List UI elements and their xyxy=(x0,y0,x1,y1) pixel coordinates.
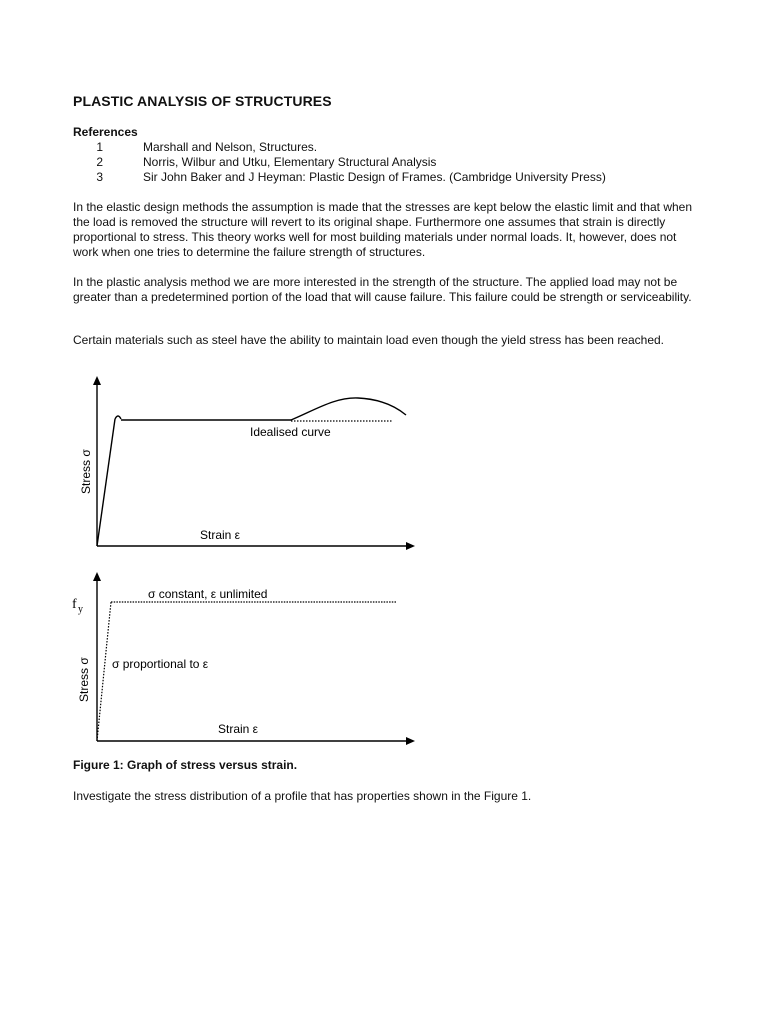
elastic-line xyxy=(97,419,115,546)
stress-strain-graph-actual xyxy=(60,370,430,560)
reference-text: Sir John Baker and J Heyman: Plastic Design of Frames. (Cambridge University Press) xyxy=(143,170,606,184)
y-axis-label: Stress σ xyxy=(79,449,93,494)
x-axis-label: Strain ε xyxy=(218,722,259,736)
reference-item xyxy=(73,155,606,170)
y-axis-arrow-icon xyxy=(93,376,101,385)
reference-number: 2 xyxy=(96,155,103,169)
page-title: PLASTIC ANALYSIS OF STRUCTURES xyxy=(73,93,332,109)
references-list xyxy=(73,140,606,185)
figure-caption: Figure 1: Graph of stress versus strain. xyxy=(73,758,298,772)
x-axis-label: Strain ε xyxy=(200,528,241,542)
references-heading: References xyxy=(73,125,138,139)
y-axis-label: Stress σ xyxy=(77,657,91,702)
fy-label xyxy=(72,597,83,615)
x-axis-arrow-icon xyxy=(406,542,415,550)
reference-number: 3 xyxy=(96,170,103,184)
reference-number: 1 xyxy=(96,140,103,154)
reference-item xyxy=(73,170,606,185)
reference-item xyxy=(73,140,606,155)
paragraph-plastic-analysis: In the plastic analysis method we are more interested in the strength of the structure. The applied load may not be greater than a predetermined portion of the load that will cause failure. This failure could be strength or serviceability. xyxy=(73,275,692,304)
yield-point-bump xyxy=(115,416,121,419)
x-axis-arrow-icon xyxy=(406,737,415,745)
strain-hardening-curve xyxy=(291,398,406,420)
reference-text: Norris, Wilbur and Utku, Elementary Structural Analysis xyxy=(143,155,437,169)
paragraph-closing: Investigate the stress distribution of a profile that has properties shown in the Figure 1. xyxy=(73,789,532,803)
fy-label-main: f xyxy=(72,597,77,612)
idealised-curve-label: Idealised curve xyxy=(250,425,331,439)
paragraph-steel-yield: Certain materials such as steel have the ability to maintain load even though the yield stress has been reached. xyxy=(73,333,665,347)
reference-text: Marshall and Nelson, Structures. xyxy=(143,140,318,154)
elastic-line xyxy=(97,602,111,741)
paragraph-elastic-design: In the elastic design methods the assumption is made that the stresses are kept below the elastic limit and that when the load is removed the structure will revert to its original shape. Furthermore one assumes that strain is directly proportional to stress. This theory works well for most building materials under normal loads. It, however, does not work when one tries to determine the failure strength of structures. xyxy=(73,200,693,259)
stress-strain-graph-idealised xyxy=(60,565,430,750)
elastic-label: σ proportional to ε xyxy=(112,657,209,671)
plateau-label: σ constant, ε unlimited xyxy=(148,587,268,601)
fy-label-subscript: y xyxy=(78,604,83,615)
y-axis-arrow-icon xyxy=(93,572,101,581)
